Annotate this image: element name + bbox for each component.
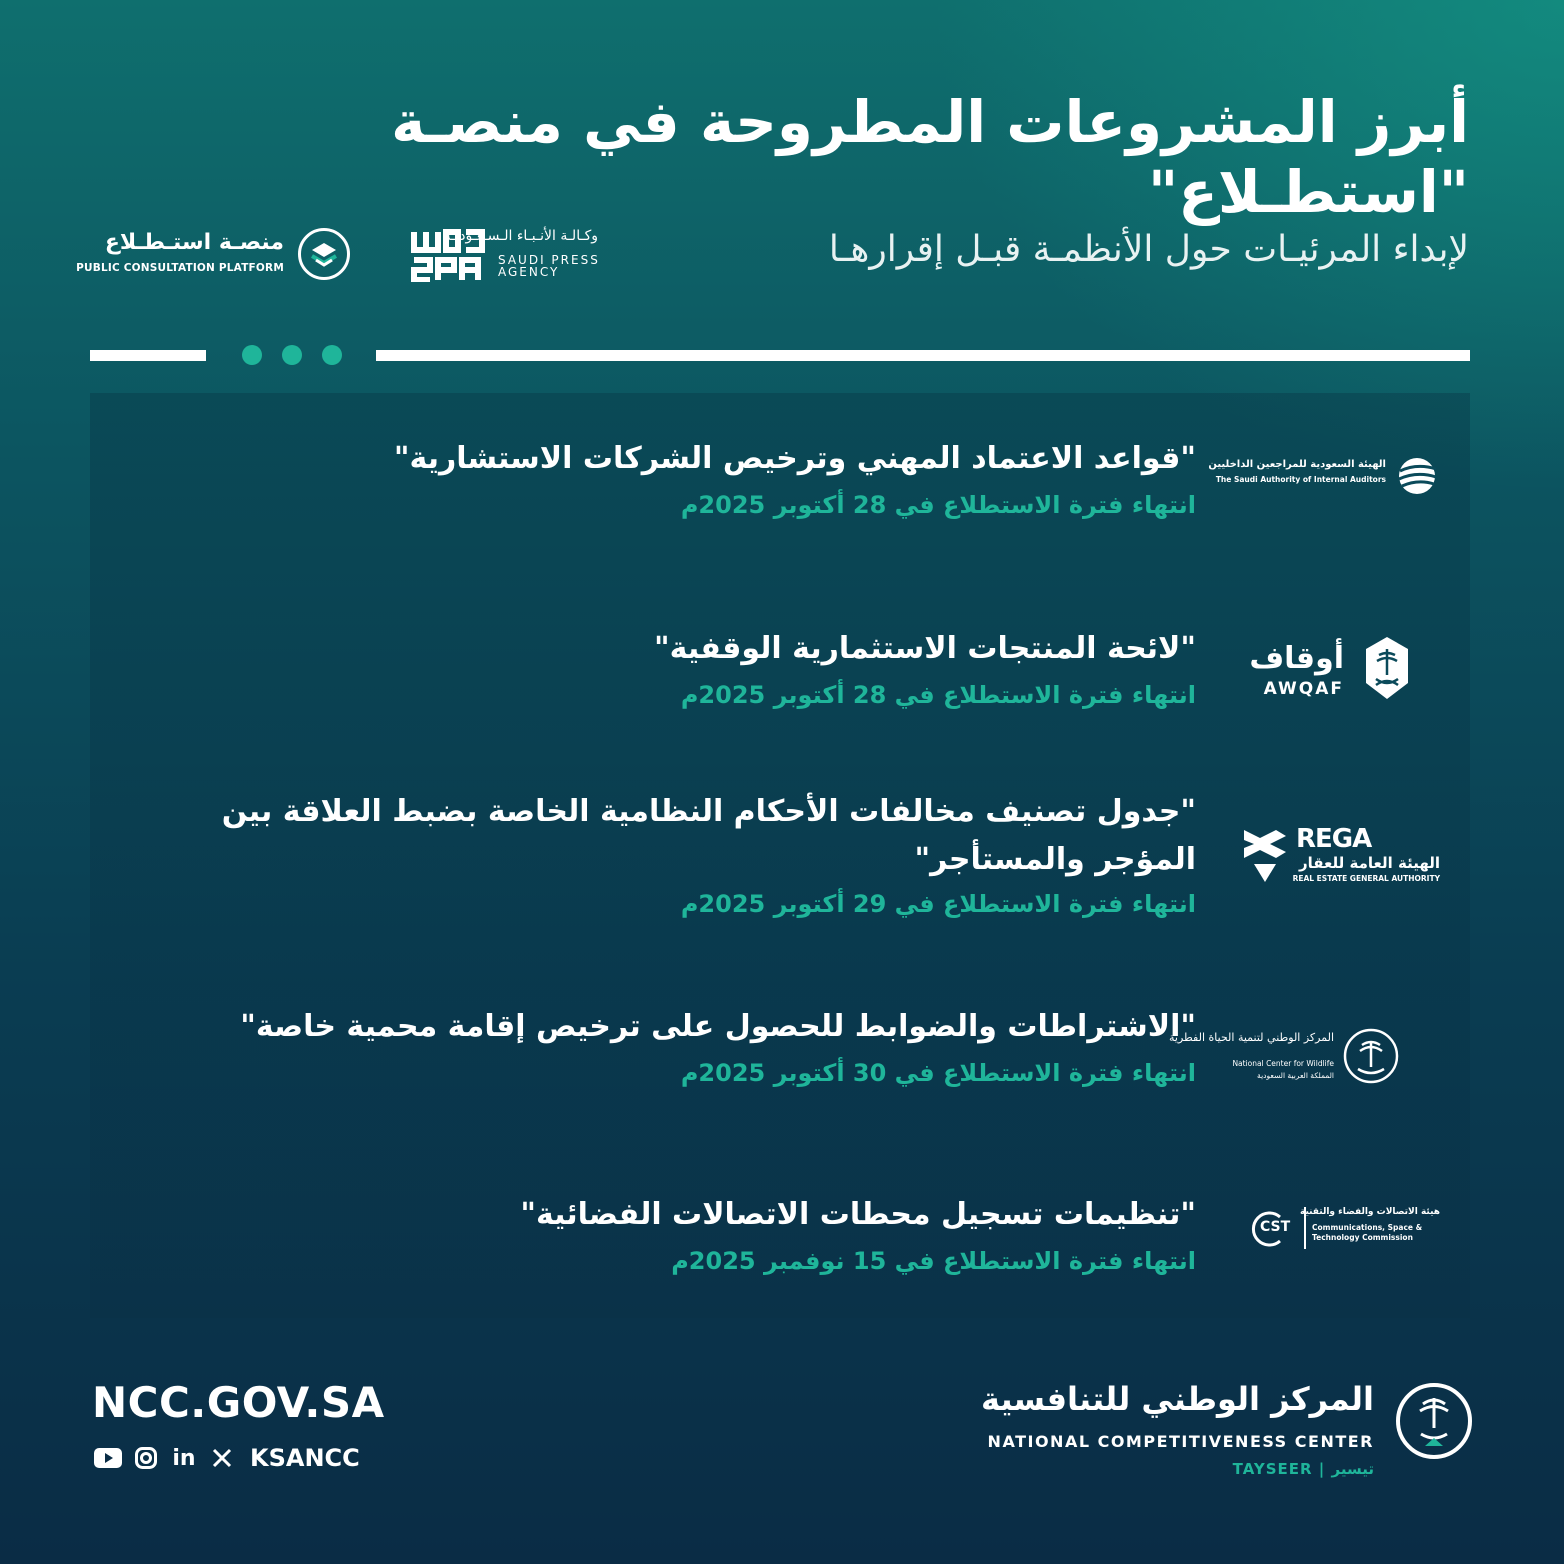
project-title: "قواعد الاعتماد المهني وترخيص الشركات الاستشارية" — [393, 441, 1196, 476]
layers-check-icon — [298, 228, 350, 280]
platform-name-en: PUBLIC CONSULTATION PLATFORM — [76, 262, 284, 274]
project-item — [90, 1191, 1470, 1291]
divider-dot — [322, 345, 342, 365]
project-item — [90, 435, 1470, 535]
ncc-emblem-icon — [1395, 1382, 1473, 1460]
ncc-name-ar: المركز الوطني للتنافسية — [981, 1380, 1374, 1418]
instagram-icon[interactable] — [132, 1444, 160, 1472]
tayseer-label: TAYSEER | تيسير — [1232, 1460, 1374, 1478]
platform-name-ar: منصـة استـطـلاع — [104, 230, 284, 255]
awqaf-logo: أوقاف AWQAF — [1230, 635, 1440, 705]
project-item — [90, 1003, 1470, 1103]
divider-right — [376, 350, 1470, 361]
building-mark-icon — [1240, 824, 1290, 884]
palm-emblem-icon — [1342, 1027, 1400, 1085]
consultation-platform-logo — [76, 226, 350, 286]
page-subtitle: لإبداء المرئيـات حول الأنظمـة قبـل إقرارهـا — [828, 229, 1469, 270]
linkedin-icon[interactable]: in — [172, 1445, 196, 1471]
social-handle[interactable]: KSANCC — [250, 1444, 360, 1472]
project-item — [90, 788, 1470, 938]
divider-left — [90, 350, 206, 361]
project-deadline: انتهاء فترة الاستطلاع في 15 نوفمبر 2025م — [671, 1247, 1196, 1275]
project-title: "لائحة المنتجات الاستثمارية الوقفية" — [654, 631, 1196, 666]
spa-name-ar: وكـالـة الأنـبـاء الـسـعـوديـة — [443, 228, 598, 244]
project-deadline: انتهاء فترة الاستطلاع في 29 أكتوبر 2025م — [680, 890, 1196, 918]
project-deadline: انتهاء فترة الاستطلاع في 28 أكتوبر 2025م — [680, 681, 1196, 709]
cst-logo: CST هيئة الاتصالات والفضاء والتقنية Communications, Space & Technology Commission — [1250, 1205, 1440, 1255]
rega-logo: REGA الهيئة العامة للعقار REAL ESTATE GENERAL AUTHORITY — [1240, 824, 1440, 888]
projects-panel — [90, 393, 1470, 1318]
youtube-icon[interactable] — [94, 1444, 122, 1472]
divider-dot — [242, 345, 262, 365]
project-title: "تنظيمات تسجيل محطات الاتصالات الفضائية" — [520, 1197, 1196, 1232]
palm-swords-emblem-icon — [1362, 635, 1412, 701]
globe-ribbon-icon — [1394, 453, 1440, 499]
x-icon[interactable] — [208, 1444, 236, 1472]
project-deadline: انتهاء فترة الاستطلاع في 30 أكتوبر 2025م — [680, 1059, 1196, 1087]
social-bar — [94, 1440, 360, 1476]
divider-dot — [282, 345, 302, 365]
project-title: "الاشتراطات والضوابط للحصول على ترخيص إقامة محمية خاصة" — [240, 1009, 1196, 1044]
page-title: أبرز المشروعات المطروحة في منصـة "استطـلاع" — [391, 88, 1469, 226]
project-title: "جدول تصنيف مخالفات الأحكام النظامية الخاصة بضبط العلاقة بين المؤجر والمستأجر" — [221, 794, 1196, 877]
internal-auditors-logo: الهيئة السعودية للمراجعين الداخليين The Saudi Authority of Internal Auditors — [1230, 449, 1440, 529]
spa-name-en: SAUDI PRESS AGENCY — [498, 253, 600, 279]
website-link[interactable]: NCC.GOV.SA — [92, 1378, 385, 1427]
ncc-name-en: NATIONAL COMPETITIVENESS CENTER — [987, 1432, 1374, 1451]
spa-logo — [410, 226, 610, 286]
project-deadline: انتهاء فترة الاستطلاع في 28 أكتوبر 2025م — [680, 491, 1196, 519]
project-item — [90, 625, 1470, 725]
wildlife-center-logo: المركز الوطني لتنمية الحياة الفطرية National Center for Wildlife المملكة العربية السعودية — [1230, 1017, 1440, 1087]
